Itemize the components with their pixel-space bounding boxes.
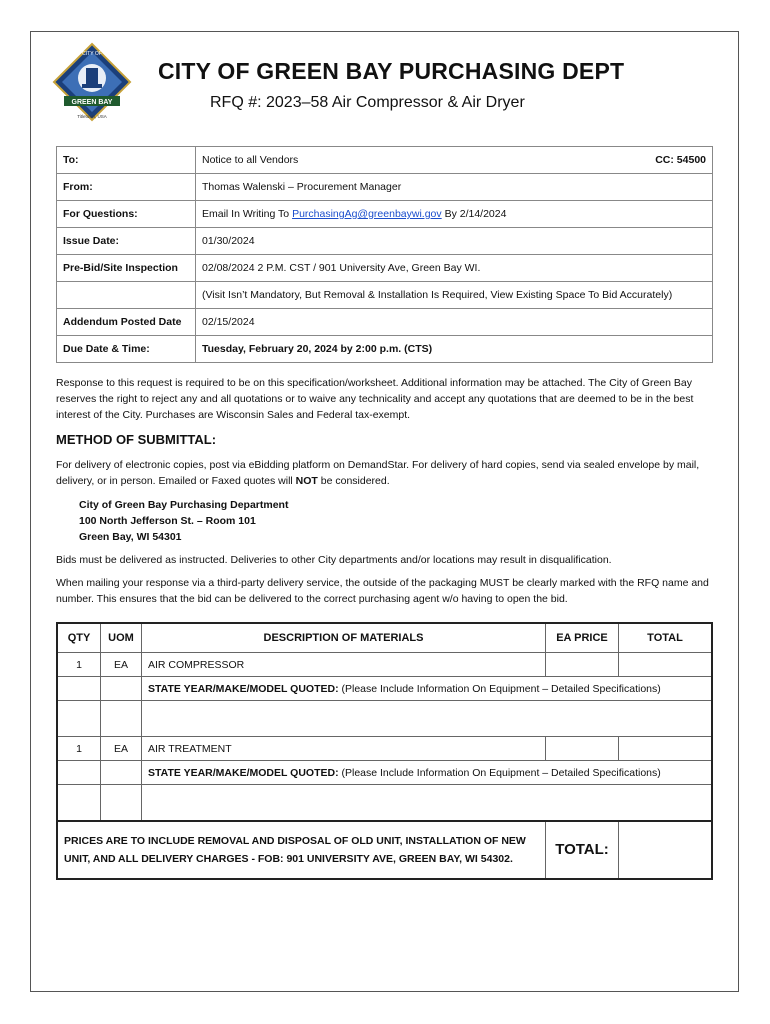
from-value: Thomas Walenski – Procurement Manager [196,174,713,201]
grand-total-label: TOTAL: [546,821,619,879]
issue-date-row [57,228,713,255]
svg-text:Titletown, USA: Titletown, USA [77,114,107,119]
due-date-value: Tuesday, February 20, 2024 by 2:00 p.m. (CTS) [196,336,713,363]
questions-label: For Questions: [57,201,196,228]
description-header: DESCRIPTION OF MATERIALS [142,623,546,653]
from-label: From: [57,174,196,201]
item-spec-line: STATE YEAR/MAKE/MODEL QUOTED: (Please Include Information On Equipment – Detailed Specifications) [142,761,713,785]
questions-row [57,201,713,228]
materials-footer-row [57,821,712,879]
address-line-1: City of Green Bay Purchasing Department [79,499,289,511]
due-date-row [57,336,713,363]
issue-date-label: Issue Date: [57,228,196,255]
table-row [57,653,712,677]
questions-value: Email In Writing To PurchasingAg@greenbaywi.gov By 2/14/2024 [196,201,713,228]
rfq-subtitle: RFQ #: 2023–58 Air Compressor & Air Dryer [210,94,525,111]
method-heading: METHOD OF SUBMITTAL: [56,432,217,447]
mailing-note: When mailing your response via a third-party delivery service, the outside of the packaging MUST be clearly marked with the RFQ name and number. This ensures that the bid can be delivered to the correct purchasing agent w/o having to open the bid. [56,577,709,605]
issue-date-value: 01/30/2024 [196,228,713,255]
to-row [57,147,713,174]
item-qty: 1 [57,653,101,677]
pricing-note: PRICES ARE TO INCLUDE REMOVAL AND DISPOSAL OF OLD UNIT, INSTALLATION OF NEW UNIT, AND ALL DELIVERY CHARGES - FOB: 901 UNIVERSITY AVE, GREEN BAY, WI 54302. [57,821,546,879]
addendum-row [57,309,713,336]
rfq-info-table [56,146,713,363]
item-uom: EA [101,737,142,761]
address-line-3: Green Bay, WI 54301 [79,531,182,543]
materials-header-row [57,623,712,653]
to-value: Notice to all Vendors CC: 54500 [196,147,713,174]
item-total-cell[interactable] [619,737,713,761]
to-label: To: [57,147,196,174]
item-spec-line: STATE YEAR/MAKE/MODEL QUOTED: (Please Include Information On Equipment – Detailed Specifications) [142,677,713,701]
cc-code: CC: 54500 [655,154,706,166]
uom-header: UOM [101,623,142,653]
table-row [57,785,712,821]
ea-price-header: EA PRICE [546,623,619,653]
delivery-paragraph: For delivery of electronic copies, post via eBidding platform on DemandStar. For delivery of hard copies, send via sealed envelope by mail, delivery, or in person. Emailed or Faxed quotes will NOT be considered. [56,459,700,487]
table-row [57,677,712,701]
qty-header: QTY [57,623,101,653]
page-title: CITY OF GREEN BAY PURCHASING DEPT [158,58,625,84]
table-row [57,701,712,737]
item-description: AIR COMPRESSOR [142,653,546,677]
addendum-label: Addendum Posted Date [57,309,196,336]
grand-total-cell[interactable] [619,821,713,879]
table-row [57,761,712,785]
prebid-value: 02/08/2024 2 P.M. CST / 901 University Ave, Green Bay WI. [196,255,713,282]
svg-text:GREEN BAY: GREEN BAY [71,99,113,106]
prebid-row [57,255,713,282]
from-row [57,174,713,201]
response-paragraph: Response to this request is required to be on this specification/worksheet. Additional information may be attached. The City of Green Bay reserves the right to reject any and all quotations or to waive any technicality and accept any quotations that are deemed to be in the best interest of the City. Purchases are Wisconsin Sales and Federal tax-exempt. [56,377,694,421]
prebid-label: Pre-Bid/Site Inspection [57,255,196,282]
item-ea-price-cell[interactable] [546,737,619,761]
table-row [57,737,712,761]
item-description: AIR TREATMENT [142,737,546,761]
item-ea-price-cell[interactable] [546,653,619,677]
svg-text:CITY OF: CITY OF [82,51,102,57]
item-spec-entry[interactable] [142,785,713,821]
item-spec-entry[interactable] [142,701,713,737]
address-line-2: 100 North Jefferson St. – Room 101 [79,515,256,527]
purchasing-email-link[interactable]: PurchasingAg@greenbaywi.gov [292,208,442,220]
total-header: TOTAL [619,623,713,653]
prebid-note-row [57,282,713,309]
due-date-label: Due Date & Time: [57,336,196,363]
item-total-cell[interactable] [619,653,713,677]
addendum-value: 02/15/2024 [196,309,713,336]
materials-table [56,622,713,880]
item-qty: 1 [57,737,101,761]
prebid-note: (Visit Isn’t Mandatory, But Removal & Installation Is Required, View Existing Space To Bid Accurately) [196,282,713,309]
city-seal-logo [52,42,132,122]
mailing-address [79,497,288,545]
bids-note: Bids must be delivered as instructed. Deliveries to other City departments and/or locations may result in disqualification. [56,554,612,566]
item-uom: EA [101,653,142,677]
